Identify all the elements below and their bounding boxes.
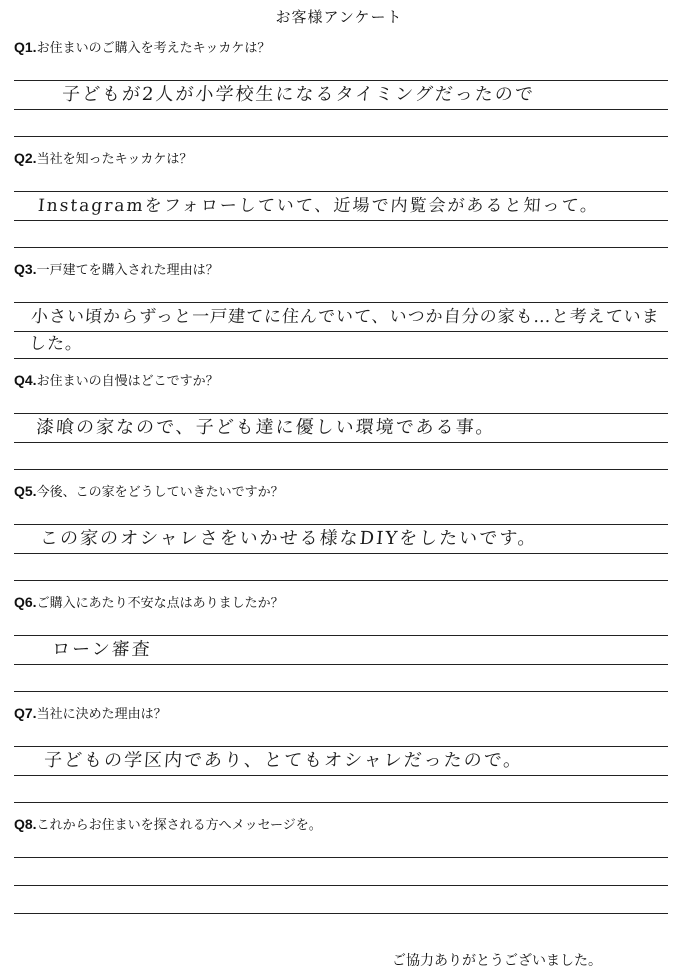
question-4-number: Q4. xyxy=(14,372,37,388)
question-8-text: これからお住まいを探される方へメッセージを。 xyxy=(36,818,322,833)
answer-line xyxy=(14,220,668,221)
thank-you-message: ご協力ありがとうございました。 xyxy=(392,953,602,969)
answer-line xyxy=(14,109,668,110)
answer-line xyxy=(14,191,668,192)
question-4 xyxy=(14,370,219,389)
question-3 xyxy=(14,259,219,278)
answer-line xyxy=(14,664,668,665)
question-5-number: Q5. xyxy=(14,483,37,499)
answer-7: 子どもの学区内であり、とてもオシャレだったので。 xyxy=(43,750,525,771)
question-8 xyxy=(14,814,322,833)
answer-line xyxy=(14,136,668,137)
answer-line xyxy=(14,442,668,443)
answer-line xyxy=(14,553,668,554)
answer-1: 子どもが2人が小学校生になるタイミングだったので xyxy=(61,84,536,105)
answer-line xyxy=(14,775,668,776)
answer-line xyxy=(14,885,668,886)
answer-line xyxy=(14,802,668,803)
question-7 xyxy=(14,703,167,722)
question-2-number: Q2. xyxy=(14,150,37,166)
survey-title: お客様アンケート xyxy=(275,8,403,26)
answer-line xyxy=(14,331,668,332)
answer-4: 漆喰の家なので、子ども達に優しい環境である事。 xyxy=(35,417,497,438)
answer-5: この家のオシャレさをいかせる様なDIYをしたいです。 xyxy=(39,528,539,549)
question-3-number: Q3. xyxy=(14,261,37,277)
question-5 xyxy=(14,481,284,500)
answer-3: 小さい頃からずっと一戸建てに住んでいて、いつか自分の家も…と考えていました。 xyxy=(28,307,661,354)
answer-line xyxy=(14,580,668,581)
question-8-number: Q8. xyxy=(14,816,37,832)
question-3-text: 一戸建てを購入された理由は？ xyxy=(36,263,219,278)
answer-line xyxy=(14,524,668,525)
answer-line xyxy=(14,635,668,636)
question-4-text: お住まいの自慢はどこですか？ xyxy=(36,374,219,389)
answer-line xyxy=(14,469,668,470)
question-1-text: お住まいのご購入を考えたキッカケは？ xyxy=(36,41,271,56)
question-6-number: Q6. xyxy=(14,594,37,610)
answer-line xyxy=(14,691,668,692)
question-2-text: 当社を知ったキッカケは？ xyxy=(36,152,193,167)
question-6 xyxy=(14,592,284,611)
answer-line xyxy=(14,913,668,914)
answer-line xyxy=(14,80,668,81)
answer-line xyxy=(14,857,668,858)
question-7-number: Q7. xyxy=(14,705,37,721)
answer-line xyxy=(14,358,668,359)
question-5-text: 今後、この家をどうしていきたいですか？ xyxy=(36,485,284,500)
question-1-number: Q1. xyxy=(14,39,37,55)
answer-line xyxy=(14,247,668,248)
answer-line xyxy=(14,413,668,414)
answer-2: Instagramをフォローしていて、近場で内覧会があると知って。 xyxy=(37,196,600,216)
question-6-text: ご購入にあたり不安な点はありましたか？ xyxy=(36,596,284,611)
answer-line xyxy=(14,302,668,303)
question-2 xyxy=(14,148,192,167)
answer-6: ローン審査 xyxy=(51,639,153,660)
answer-line xyxy=(14,746,668,747)
question-1 xyxy=(14,37,270,56)
question-7-text: 当社に決めた理由は？ xyxy=(36,707,167,722)
